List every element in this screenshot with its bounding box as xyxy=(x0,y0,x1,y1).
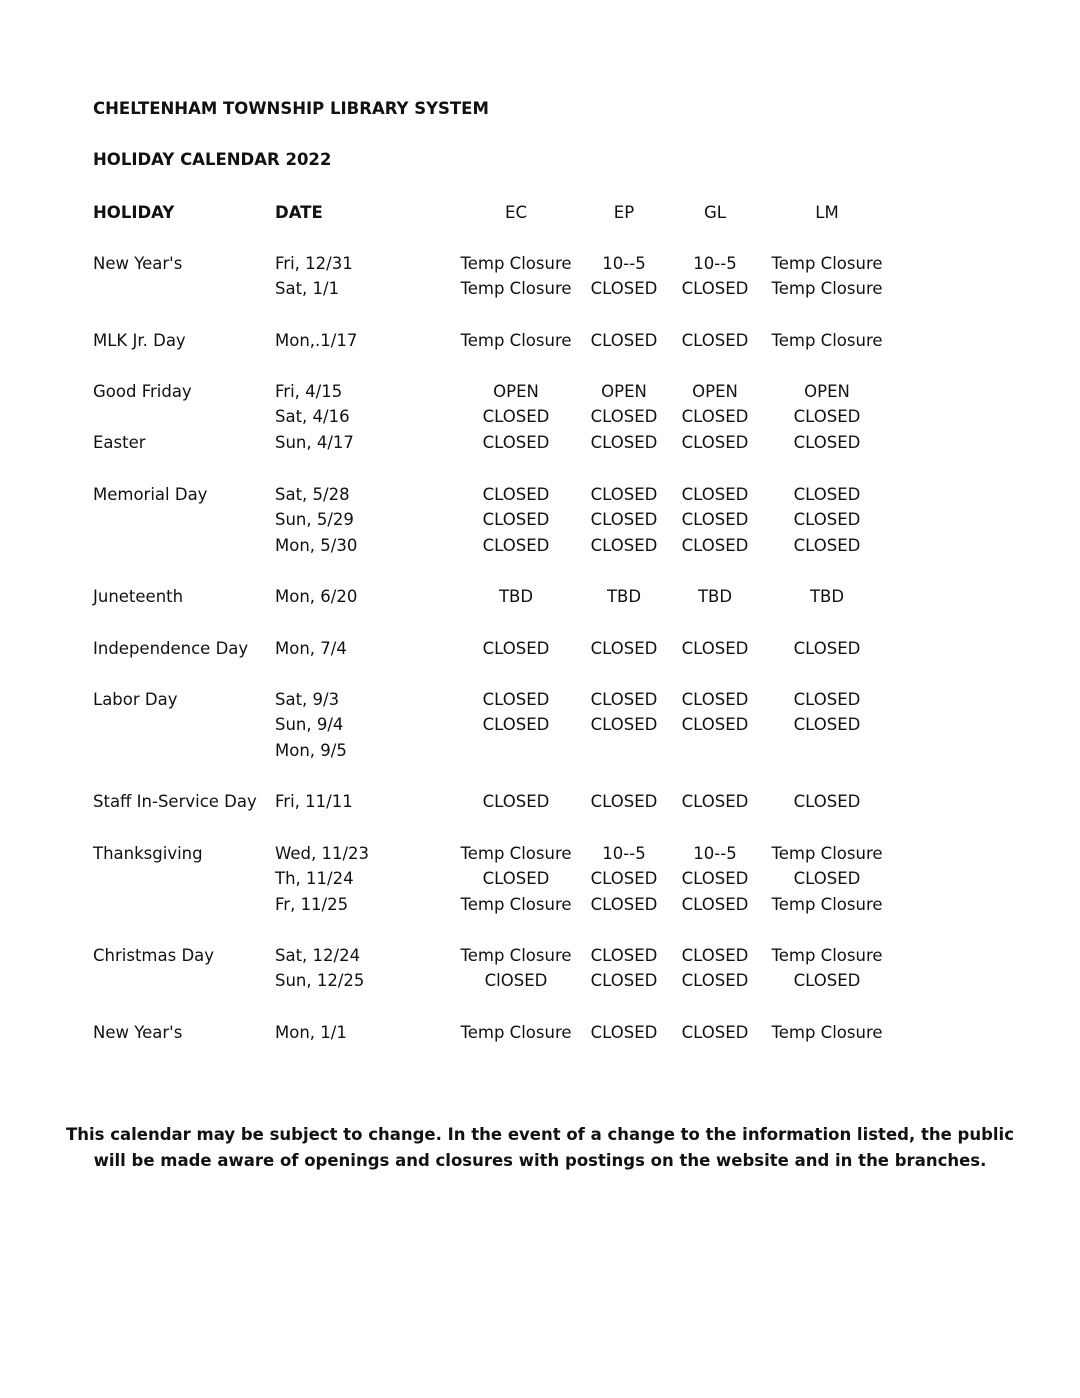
cell-lm: CLOSED xyxy=(793,433,861,452)
cell-ep: CLOSED xyxy=(590,971,658,990)
cell-lm: CLOSED xyxy=(793,792,861,811)
cell-ep: TBD xyxy=(606,587,642,606)
header-date: DATE xyxy=(275,203,323,222)
cell-lm: CLOSED xyxy=(793,536,861,555)
cell-lm: CLOSED xyxy=(793,510,861,529)
cell-gl: CLOSED xyxy=(681,407,749,426)
table-row xyxy=(0,689,1080,711)
cell-ec: CLOSED xyxy=(482,407,550,426)
cell-date: Sun, 12/25 xyxy=(275,971,365,990)
cell-gl: CLOSED xyxy=(681,869,749,888)
table-row xyxy=(0,330,1080,352)
footer-note-line2: will be made aware of openings and closures with postings on the website and in the branches. xyxy=(93,1151,987,1170)
cell-ec: Temp Closure xyxy=(460,331,572,350)
cell-gl: CLOSED xyxy=(681,971,749,990)
cell-ep: CLOSED xyxy=(590,433,658,452)
cell-ec: Temp Closure xyxy=(460,895,572,914)
table-row xyxy=(0,484,1080,506)
cell-gl: CLOSED xyxy=(681,331,749,350)
table-row xyxy=(0,509,1080,531)
cell-holiday: MLK Jr. Day xyxy=(93,331,186,350)
cell-date: Mon, 9/5 xyxy=(275,741,347,760)
cell-holiday: New Year's xyxy=(93,254,183,273)
table-row xyxy=(0,535,1080,557)
table-row xyxy=(0,381,1080,403)
cell-date: Sun, 9/4 xyxy=(275,715,344,734)
cell-date: Mon, 5/30 xyxy=(275,536,358,555)
cell-gl: CLOSED xyxy=(681,1023,749,1042)
cell-ep: CLOSED xyxy=(590,690,658,709)
cell-lm: Temp Closure xyxy=(771,331,883,350)
cell-date: Mon, 6/20 xyxy=(275,587,358,606)
cell-date: Sat, 4/16 xyxy=(275,407,350,426)
cell-holiday: Labor Day xyxy=(93,690,178,709)
cell-lm: OPEN xyxy=(804,382,850,401)
cell-gl: CLOSED xyxy=(681,433,749,452)
cell-ep: CLOSED xyxy=(590,331,658,350)
cell-lm: CLOSED xyxy=(793,407,861,426)
cell-lm: CLOSED xyxy=(793,971,861,990)
cell-date: Fri, 12/31 xyxy=(275,254,353,273)
cell-lm: CLOSED xyxy=(793,869,861,888)
table-row xyxy=(0,432,1080,454)
document-subtitle: HOLIDAY CALENDAR 2022 xyxy=(93,150,332,169)
cell-gl: CLOSED xyxy=(681,715,749,734)
cell-holiday: Christmas Day xyxy=(93,946,215,965)
document-title: CHELTENHAM TOWNSHIP LIBRARY SYSTEM xyxy=(93,99,489,118)
cell-ec: Temp Closure xyxy=(460,279,572,298)
cell-date: Sun, 4/17 xyxy=(275,433,354,452)
table-row xyxy=(0,791,1080,813)
cell-lm: CLOSED xyxy=(793,715,861,734)
cell-ep: CLOSED xyxy=(590,792,658,811)
cell-ec: Temp Closure xyxy=(460,844,572,863)
cell-lm: TBD xyxy=(809,587,845,606)
cell-ep: 10--5 xyxy=(602,844,646,863)
cell-gl: CLOSED xyxy=(681,946,749,965)
table-row xyxy=(0,586,1080,608)
cell-ec: CLOSED xyxy=(482,869,550,888)
cell-lm: Temp Closure xyxy=(771,844,883,863)
cell-ec: CLOSED xyxy=(482,792,550,811)
cell-date: Sat, 9/3 xyxy=(275,690,340,709)
cell-ec: CLOSED xyxy=(482,715,550,734)
cell-lm: Temp Closure xyxy=(771,254,883,273)
table-row xyxy=(0,843,1080,865)
cell-holiday: Thanksgiving xyxy=(93,844,203,863)
cell-ep: CLOSED xyxy=(590,279,658,298)
cell-gl: CLOSED xyxy=(681,792,749,811)
cell-ec: TBD xyxy=(498,587,534,606)
cell-holiday: Independence Day xyxy=(93,639,249,658)
cell-ep: CLOSED xyxy=(590,536,658,555)
cell-ep: CLOSED xyxy=(590,639,658,658)
cell-ep: CLOSED xyxy=(590,1023,658,1042)
table-row xyxy=(0,945,1080,967)
cell-ec: Temp Closure xyxy=(460,946,572,965)
cell-ec: ClOSED xyxy=(484,971,548,990)
cell-holiday: New Year's xyxy=(93,1023,183,1042)
header-gl: GL xyxy=(704,203,726,222)
cell-gl: 10--5 xyxy=(693,254,737,273)
cell-ec: Temp Closure xyxy=(460,254,572,273)
cell-ep: CLOSED xyxy=(590,946,658,965)
cell-date: Fri, 4/15 xyxy=(275,382,343,401)
cell-date: Fr, 11/25 xyxy=(275,895,349,914)
cell-lm: Temp Closure xyxy=(771,1023,883,1042)
cell-date: Sat, 1/1 xyxy=(275,279,340,298)
cell-holiday: Memorial Day xyxy=(93,485,208,504)
cell-lm: Temp Closure xyxy=(771,895,883,914)
cell-ec: CLOSED xyxy=(482,433,550,452)
cell-date: Wed, 11/23 xyxy=(275,844,370,863)
cell-holiday: Juneteenth xyxy=(93,587,184,606)
cell-gl: 10--5 xyxy=(693,844,737,863)
table-row xyxy=(0,638,1080,660)
header-holiday: HOLIDAY xyxy=(93,203,175,222)
cell-gl: CLOSED xyxy=(681,485,749,504)
cell-ec: CLOSED xyxy=(482,639,550,658)
cell-holiday: Easter xyxy=(93,433,146,452)
cell-ep: CLOSED xyxy=(590,895,658,914)
cell-ep: CLOSED xyxy=(590,407,658,426)
table-row xyxy=(0,714,1080,736)
header-ep: EP xyxy=(613,203,635,222)
cell-ep: CLOSED xyxy=(590,485,658,504)
cell-ep: CLOSED xyxy=(590,869,658,888)
cell-gl: OPEN xyxy=(692,382,738,401)
cell-gl: TBD xyxy=(697,587,733,606)
cell-ec: OPEN xyxy=(493,382,539,401)
cell-lm: Temp Closure xyxy=(771,946,883,965)
footer-note-line1: This calendar may be subject to change. In the event of a change to the information listed, the public xyxy=(65,1125,1014,1144)
cell-holiday: Staff In-Service Day xyxy=(93,792,257,811)
table-row xyxy=(0,868,1080,890)
cell-ep: CLOSED xyxy=(590,510,658,529)
cell-ep: OPEN xyxy=(601,382,647,401)
cell-ep: CLOSED xyxy=(590,715,658,734)
cell-ec: Temp Closure xyxy=(460,1023,572,1042)
cell-date: Sun, 5/29 xyxy=(275,510,354,529)
cell-gl: CLOSED xyxy=(681,895,749,914)
cell-lm: CLOSED xyxy=(793,690,861,709)
cell-date: Mon, 7/4 xyxy=(275,639,347,658)
cell-gl: CLOSED xyxy=(681,690,749,709)
cell-date: Fri, 11/11 xyxy=(275,792,353,811)
cell-holiday: Good Friday xyxy=(93,382,192,401)
table-row xyxy=(0,970,1080,992)
header-ec: EC xyxy=(505,203,527,222)
cell-date: Th, 11/24 xyxy=(275,869,354,888)
table-row xyxy=(0,406,1080,428)
header-lm: LM xyxy=(815,203,839,222)
cell-gl: CLOSED xyxy=(681,279,749,298)
table-row xyxy=(0,740,1080,762)
cell-ec: CLOSED xyxy=(482,690,550,709)
cell-lm: CLOSED xyxy=(793,639,861,658)
table-row xyxy=(0,253,1080,275)
cell-date: Mon, 1/1 xyxy=(275,1023,347,1042)
cell-date: Sat, 12/24 xyxy=(275,946,361,965)
cell-date: Sat, 5/28 xyxy=(275,485,350,504)
table-row xyxy=(0,278,1080,300)
cell-ec: CLOSED xyxy=(482,536,550,555)
table-row xyxy=(0,894,1080,916)
footer-note xyxy=(60,1122,1020,1174)
cell-gl: CLOSED xyxy=(681,639,749,658)
cell-ep: 10--5 xyxy=(602,254,646,273)
table-row xyxy=(0,1022,1080,1044)
cell-gl: CLOSED xyxy=(681,536,749,555)
cell-lm: CLOSED xyxy=(793,485,861,504)
cell-gl: CLOSED xyxy=(681,510,749,529)
cell-ec: CLOSED xyxy=(482,510,550,529)
cell-lm: Temp Closure xyxy=(771,279,883,298)
cell-ec: CLOSED xyxy=(482,485,550,504)
cell-date: Mon,.1/17 xyxy=(275,331,358,350)
